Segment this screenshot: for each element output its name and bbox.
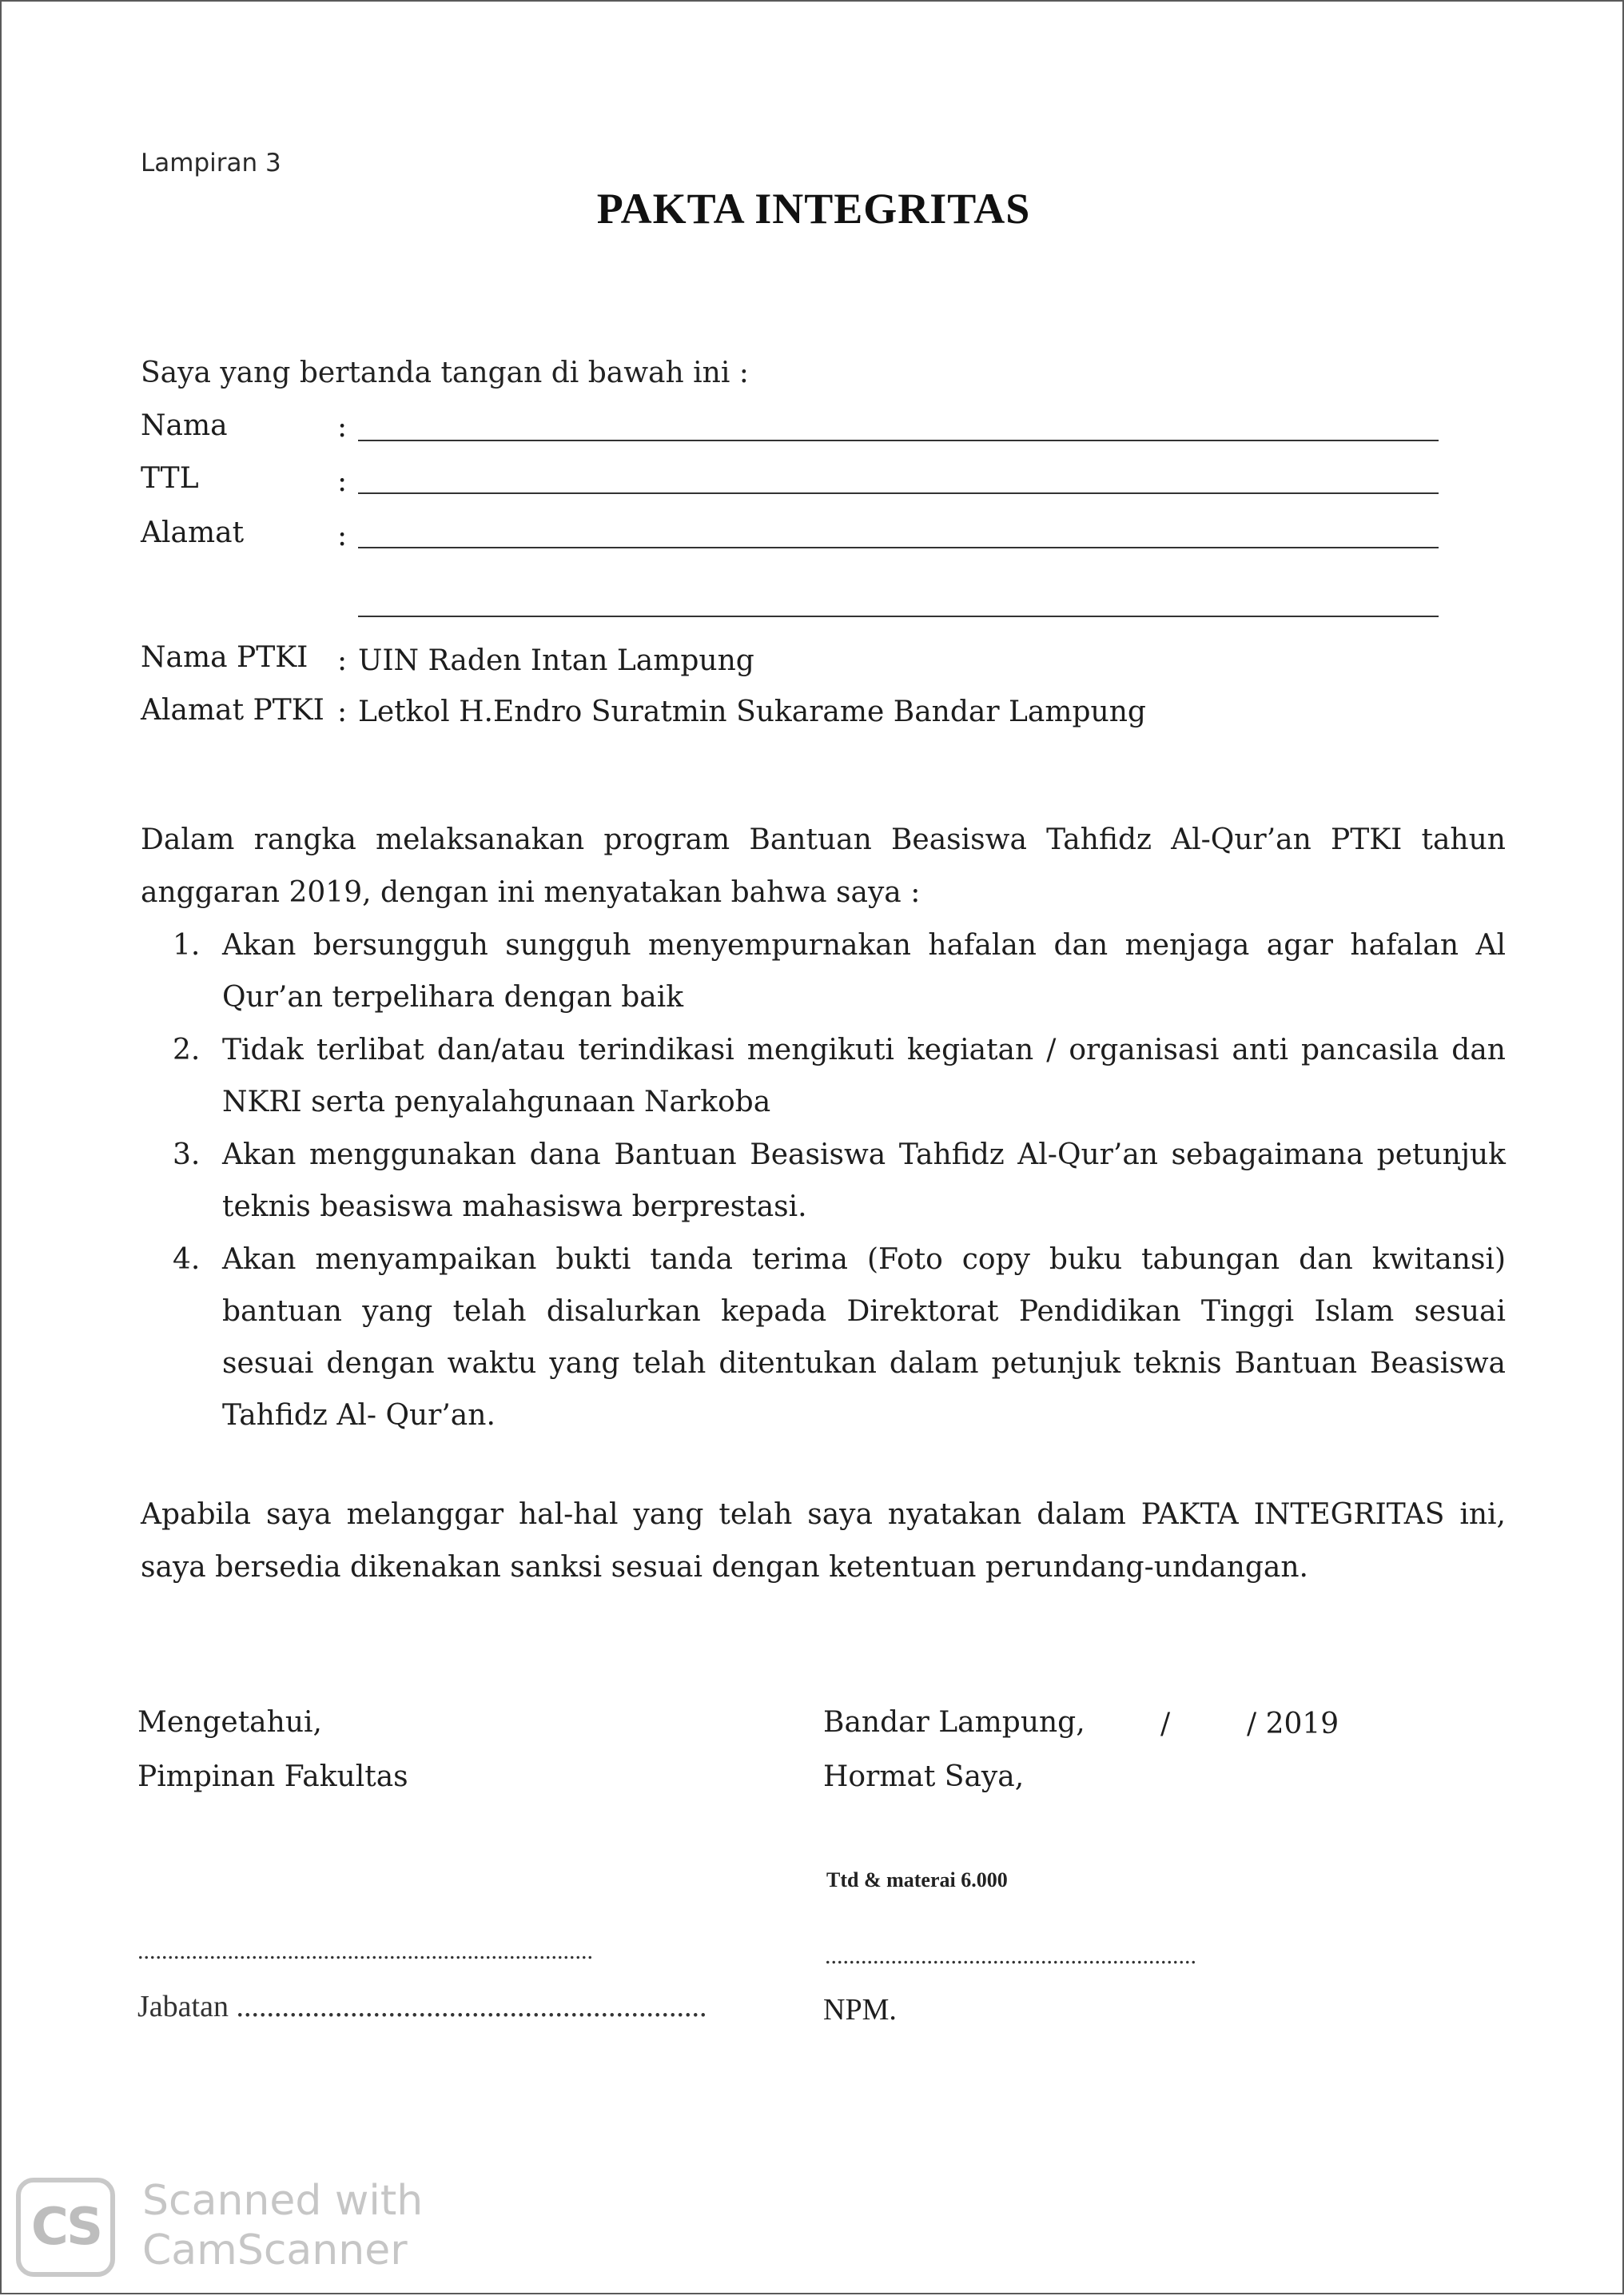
- field-label-alamat: Alamat: [141, 516, 245, 549]
- alamat-fill-line: [358, 547, 1439, 548]
- nama-ptki-label: Nama PTKI: [141, 641, 308, 674]
- document-title: PAKTA INTEGRITAS: [596, 185, 1031, 233]
- statement-list: [141, 919, 1506, 1442]
- identity-intro: Saya yang bertanda tangan di bawah ini :: [141, 357, 749, 389]
- field-label-ttl: TTL: [141, 462, 199, 495]
- right-signature-line: ..............................................................: [825, 1943, 1196, 1969]
- materai-note: Ttd & materai 6.000: [826, 1868, 1008, 1891]
- left-signature-line: ............................................................................: [137, 1938, 593, 1964]
- statement-intro: Dalam rangka melaksanakan program Bantuan Beasiswa Tahfidz Al-Qur’an PTKI tahun anggaran 2019, dengan ini menyatakan bahwa saya :: [141, 823, 1506, 909]
- list-item-text: Akan bersungguh sungguh menyempurnakan hafalan dan menjaga agar hafalan Al Qur’an terpelihara dengan baik: [222, 929, 1506, 1014]
- field-colon: :: [337, 411, 348, 444]
- list-item-text: Tidak terlibat dan/atau terindikasi mengikuti kegiatan / organisasi anti pancasila dan NKRI serta penyalahgunaan Narkoba: [222, 1034, 1506, 1118]
- date-slash: /: [1160, 1708, 1171, 1740]
- list-item-number: 3.: [173, 1138, 201, 1171]
- place-label: Bandar Lampung,: [823, 1706, 1085, 1739]
- list-item: [141, 1129, 1506, 1233]
- camscanner-watermark: Scanned with CamScanner: [142, 2177, 424, 2274]
- field-colon: :: [337, 465, 348, 498]
- alamat-fill-line-2: [358, 616, 1439, 617]
- closing-paragraph: Apabila saya melanggar hal-hal yang telah saya nyatakan dalam PAKTA INTEGRITAS ini, saya bersedia dikenakan sanksi sesuai dengan ketentuan perundang-undangan.: [141, 1498, 1506, 1584]
- alamat-ptki-label: Alamat PTKI: [141, 694, 324, 727]
- list-item: [141, 919, 1506, 1023]
- list-item: [141, 1234, 1506, 1441]
- npm-label: NPM.: [823, 1993, 897, 2027]
- jabatan-line: Jabatan ..............................................................: [137, 1990, 707, 2023]
- list-item: [141, 1024, 1506, 1128]
- nama-ptki-value: UIN Raden Intan Lampung: [358, 644, 754, 677]
- list-item-number: 2.: [173, 1034, 201, 1066]
- lampiran-label: Lampiran 3: [141, 149, 281, 177]
- date-year: / 2019: [1247, 1708, 1339, 1740]
- list-item-number: 1.: [173, 929, 201, 962]
- mengetahui-label: Mengetahui,: [137, 1706, 322, 1739]
- nama-fill-line: [358, 440, 1439, 441]
- field-colon: :: [337, 644, 348, 677]
- camscanner-logo: CS: [16, 2178, 115, 2277]
- alamat-ptki-value: Letkol H.Endro Suratmin Sukarame Bandar Lampung: [358, 696, 1146, 728]
- pimpinan-fakultas-label: Pimpinan Fakultas: [137, 1760, 408, 1793]
- list-item-text: Akan menyampaikan bukti tanda terima (Foto copy buku tabungan dan kwitansi) bantuan yang telah disalurkan kepada Direktorat Pendidikan Tinggi Islam sesuai sesuai dengan waktu yang telah ditentukan dalam petunjuk teknis Bantuan Beasiswa Tahfidz Al- Qur’an.: [222, 1243, 1506, 1432]
- field-label-nama: Nama: [141, 409, 228, 442]
- hormat-saya-label: Hormat Saya,: [823, 1760, 1025, 1793]
- list-item-number: 4.: [173, 1243, 201, 1276]
- ttl-fill-line: [358, 492, 1439, 494]
- list-item-text: Akan menggunakan dana Bantuan Beasiswa Tahfidz Al-Qur’an sebagaimana petunjuk teknis beasiswa mahasiswa berprestasi.: [222, 1138, 1506, 1223]
- field-colon: :: [337, 696, 348, 728]
- field-colon: :: [337, 520, 348, 552]
